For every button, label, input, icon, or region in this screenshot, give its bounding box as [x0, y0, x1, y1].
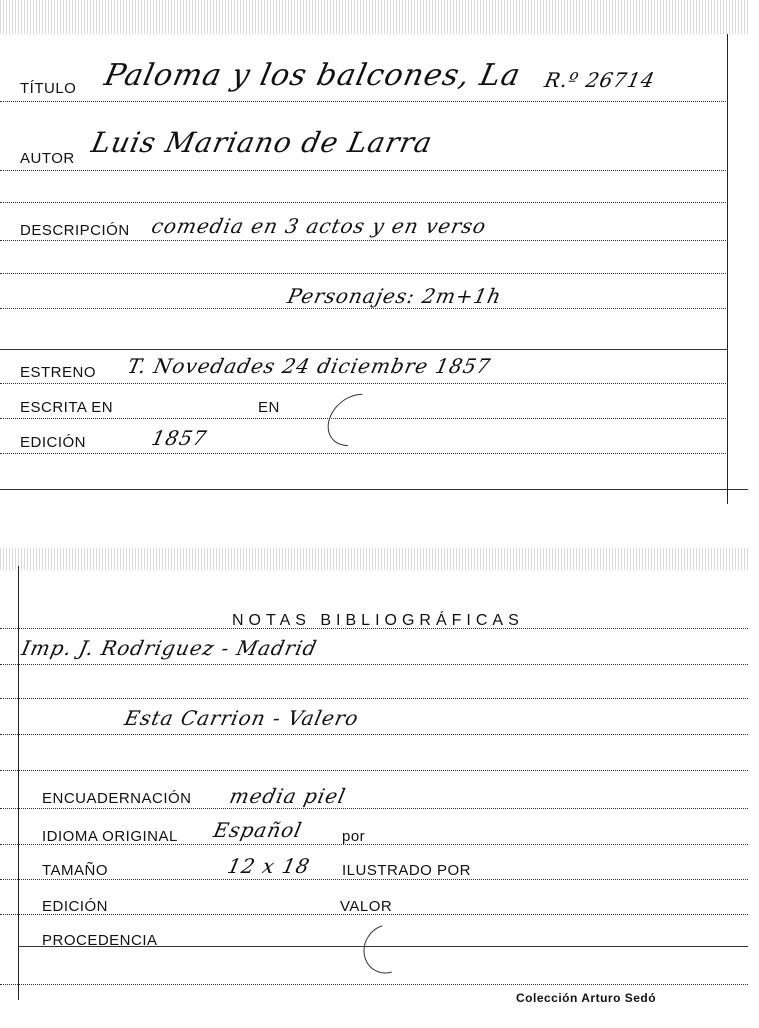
rule-notes-2 [0, 664, 748, 665]
stamp-circle-top [317, 383, 393, 457]
rule-estreno [0, 383, 728, 384]
rule-notes-3 [0, 698, 748, 699]
catalog-card-top [0, 0, 748, 492]
stamp-circle-bottom [355, 916, 420, 982]
value-autor: Luis Mariano de Larra [88, 126, 436, 159]
rule-section [0, 349, 728, 350]
rule-blank-1 [0, 202, 728, 203]
label-idioma: IDIOMA ORIGINAL [42, 828, 178, 845]
value-estreno: T. Novedades 24 diciembre 1857 [125, 354, 494, 378]
rule-notes-4 [0, 734, 748, 735]
label-por: por [342, 828, 366, 845]
rule-descripcion [0, 240, 728, 241]
catalog-card-bottom [0, 548, 748, 1000]
rule-notes-1 [0, 628, 748, 629]
rule-notes-5 [0, 770, 748, 771]
label-escrita-en: ESCRITA EN [20, 399, 114, 416]
card-bottom-edge [0, 489, 748, 490]
value-registro: R.º 26714 [542, 68, 658, 92]
card-left-border [18, 566, 19, 1000]
label-valor: VALOR [340, 898, 393, 915]
value-idioma: Español [211, 818, 305, 842]
value-personajes: Personajes: 2m+1h [285, 284, 505, 308]
value-titulo: Paloma y los balcones, La [101, 58, 524, 93]
card-right-border [727, 34, 728, 504]
rule-autor [0, 170, 728, 171]
note-line-2: Esta Carrion - Valero [122, 706, 362, 730]
rule-edicion [0, 453, 728, 454]
rule-idioma [0, 844, 748, 845]
label-encuadernacion: ENCUADERNACIÓN [42, 790, 192, 807]
heading-notas: NOTAS BIBLIOGRÁFICAS [232, 612, 524, 629]
label-en: EN [258, 399, 280, 416]
value-edicion-top: 1857 [149, 426, 210, 450]
rule-tamano [0, 879, 748, 880]
label-titulo: TÍTULO [20, 80, 77, 97]
footer-coleccion: Colección Arturo Sedó [516, 991, 657, 1005]
note-line-1: Imp. J. Rodriguez - Madrid [19, 636, 320, 660]
rule-edicion-bottom [0, 914, 748, 915]
label-ilustrado: ILUSTRADO POR [342, 862, 472, 879]
label-edicion-bottom: EDICIÓN [42, 898, 109, 915]
label-procedencia: PROCEDENCIA [42, 932, 158, 949]
label-estreno: ESTRENO [20, 364, 97, 381]
rule-titulo [0, 101, 728, 102]
value-tamano: 12 x 18 [225, 854, 313, 878]
rule-bottom-edge [0, 984, 748, 985]
label-descripcion: DESCRIPCIÓN [20, 222, 130, 239]
label-autor: AUTOR [20, 150, 75, 167]
scan-noise-top [0, 0, 748, 34]
label-edicion-top: EDICIÓN [20, 434, 87, 451]
rule-blank-2 [0, 273, 728, 274]
rule-encuadernacion [0, 808, 748, 809]
label-tamano: TAMAÑO [42, 862, 109, 879]
value-descripcion: comedia en 3 actos y en verso [149, 214, 489, 238]
scan-noise-bottom [0, 548, 748, 570]
rule-personajes [0, 308, 728, 309]
value-encuadernacion: media piel [227, 784, 349, 808]
